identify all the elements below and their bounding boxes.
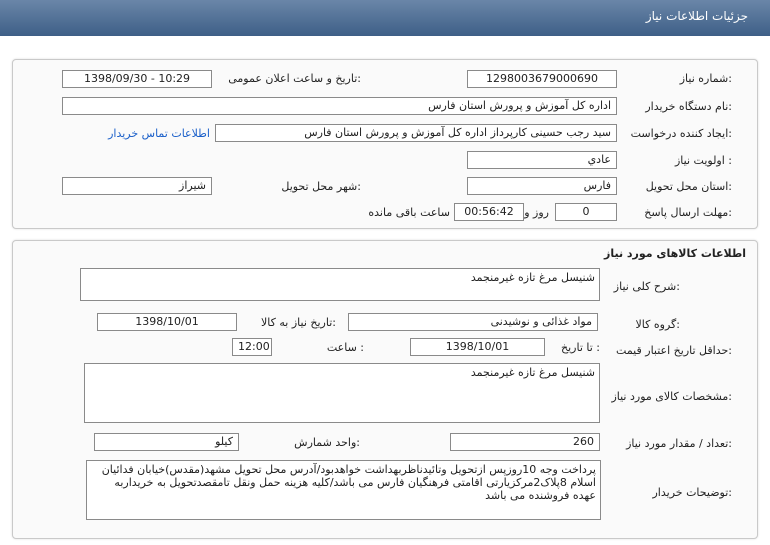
announce-datetime-label: تاریخ و ساعت اعلان عمومی: [228,72,361,85]
page-title: جزئیات اطلاعات نیاز [645,9,748,23]
delivery-province-label: استان محل تحویل: [645,180,732,193]
goods-group-label: گروه کالا: [635,318,680,331]
response-deadline-label: مهلت ارسال پاسخ: [644,206,732,219]
need-date-field[interactable]: 1398/10/01 [97,313,237,331]
need-number-label: شماره نیاز: [679,72,732,85]
quantity-label: تعداد / مقدار مورد نیاز: [626,437,732,450]
remaining-time-field[interactable]: 00:56:42 [454,203,524,221]
announce-datetime-field[interactable]: 1398/09/30 - 10:29 [62,70,212,88]
general-description-label: شرح کلی نیاز: [613,280,680,293]
goods-group-field[interactable]: مواد غذائی و نوشیدنی [348,313,598,331]
delivery-city-field[interactable]: شیراز [62,177,212,195]
priority-label: اولویت نیاز : [674,154,732,167]
buyer-org-label: نام دستگاه خریدار: [645,100,732,113]
buyer-org-field[interactable]: اداره کل آموزش و پرورش استان فارس [62,97,617,115]
until-hour-field[interactable]: 12:00 [232,338,272,356]
request-creator-field[interactable]: سید رجب حسینی کارپرداز اداره کل آموزش و پرورش استان فارس [215,124,617,142]
goods-section-title: اطلاعات کالاهای مورد نیاز [604,247,746,260]
until-hour-label: ساعت : [326,341,364,354]
delivery-province-field[interactable]: فارس [467,177,617,195]
buyer-notes-field[interactable]: پرداخت وجه 10روزپس ازتحویل وتائیدناظربهداشت خواهدبود/آدرس محل تحویل مشهد(مقدس)خیابان فدائیان اسلام 8پلاک2مرکزیارتی اقامتی فرهنگیان فارس می باشد/کلیه هزینه حمل ونقل تامقصدتحویل به خریداربه عهده فروشنده می باشد [86,460,601,520]
goods-specs-field[interactable]: شنیسل مرغ تازه غیرمنجمد [84,363,600,423]
unit-label: واحد شمارش: [294,436,360,449]
remaining-days-field[interactable]: 0 [555,203,617,221]
buyer-notes-label: توضیحات خریدار: [652,486,732,499]
until-date-label: تا تاریخ : [561,341,600,354]
need-date-label: تاریخ نیاز به کالا: [261,316,336,329]
price-validity-label: حداقل تاریخ اعتبار قیمت: [616,344,732,357]
unit-field[interactable]: کیلو [94,433,239,451]
days-label: روز و [524,206,549,219]
quantity-field[interactable]: 260 [450,433,600,451]
remaining-time-label: ساعت باقی مانده [368,206,450,219]
priority-field[interactable]: عادي [467,151,617,169]
buyer-contact-link[interactable]: اطلاعات تماس خریدار [108,127,210,140]
until-date-field[interactable]: 1398/10/01 [410,338,545,356]
page-header-bar [0,0,770,36]
request-creator-label: ایجاد کننده درخواست: [630,127,732,140]
general-description-field[interactable]: شنیسل مرغ تازه غیرمنجمد [80,268,600,301]
need-number-field[interactable]: 1298003679000690 [467,70,617,88]
delivery-city-label: شهر محل تحویل: [281,180,361,193]
goods-specs-label: مشخصات کالای مورد نیاز: [611,390,732,403]
